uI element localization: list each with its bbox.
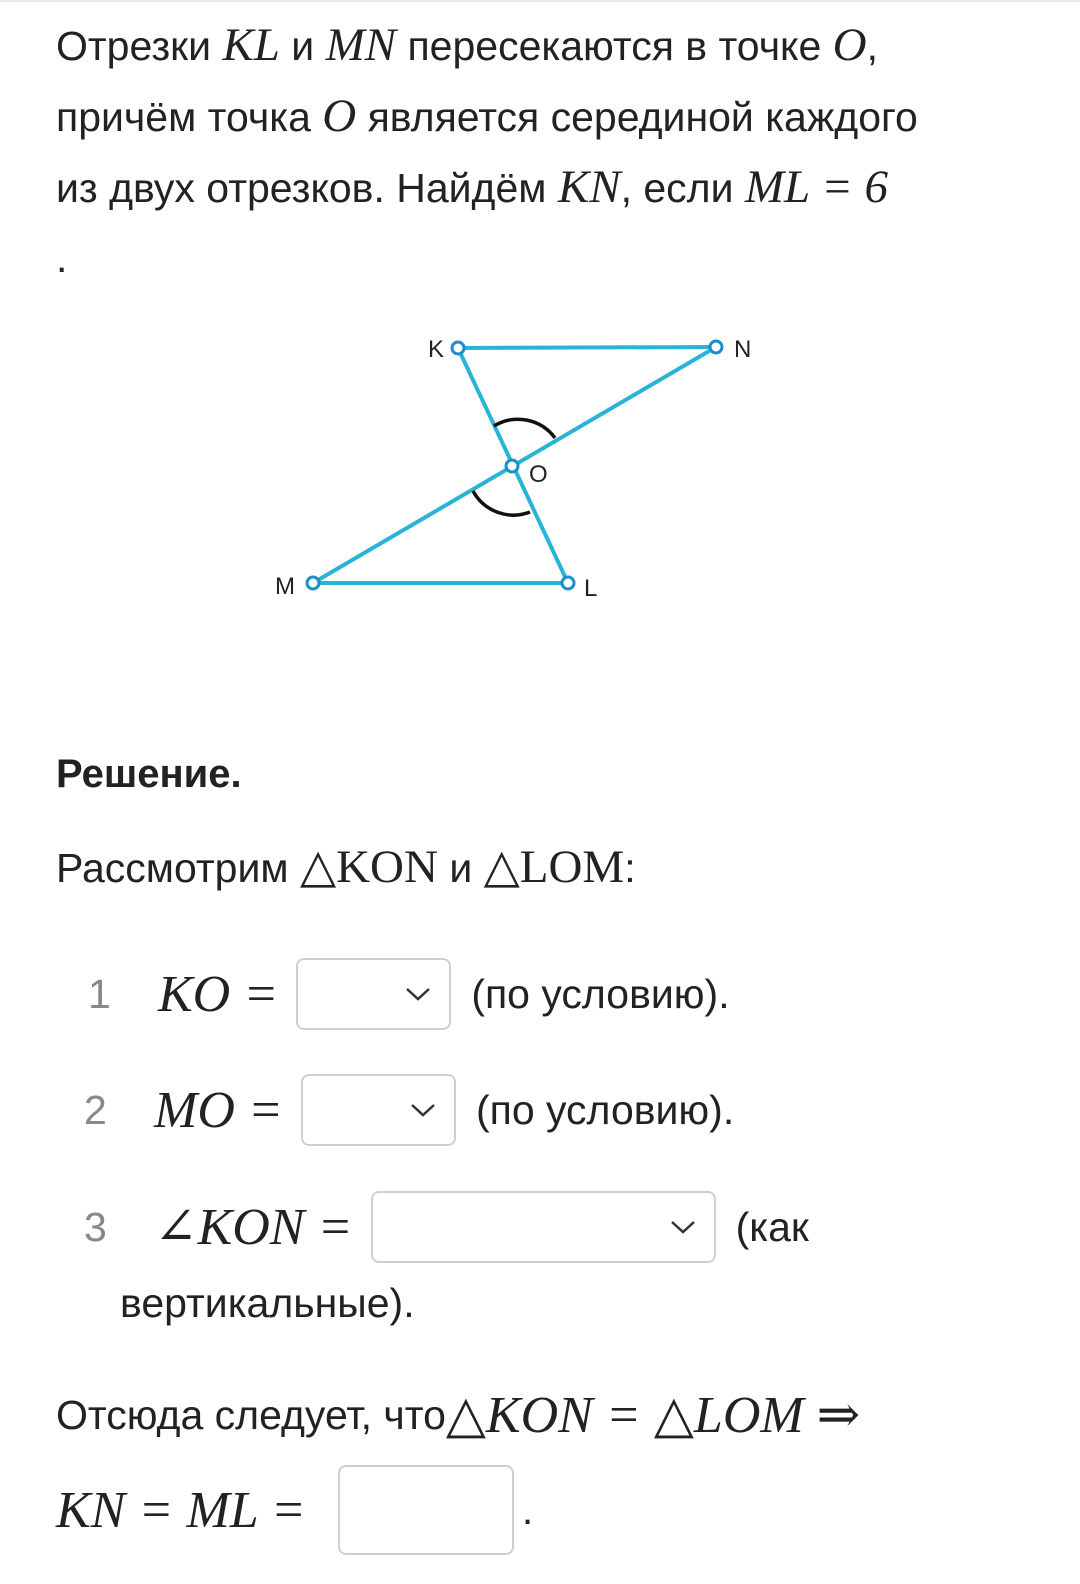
point-n: [710, 341, 722, 353]
label-l: L: [584, 575, 598, 602]
problem-statement: [56, 10, 1036, 293]
math-kl: KL: [222, 19, 280, 71]
text: :: [624, 845, 636, 891]
math-ml-6: ML = 6: [744, 161, 889, 213]
math-mn: MN: [325, 19, 397, 71]
step-3-dropdown[interactable]: [371, 1191, 716, 1263]
label-m: M: [275, 573, 295, 600]
text: и: [437, 845, 484, 891]
chevron-down-icon: [410, 1102, 436, 1118]
text: Отсюда следует, что: [56, 1391, 446, 1438]
step-3: [84, 1191, 809, 1263]
step-3-note-continued: вертикальные).: [120, 1280, 415, 1326]
step-note: (по условию).: [471, 970, 730, 1017]
chevron-down-icon: [670, 1219, 696, 1235]
label-k: K: [428, 336, 445, 363]
math-congruence: △KON = △LOM ⇒: [445, 1387, 861, 1444]
text: причём точка: [56, 94, 323, 140]
label-o: O: [529, 461, 548, 488]
step-1-dropdown[interactable]: [296, 958, 451, 1030]
step-2-dropdown[interactable]: [301, 1074, 456, 1146]
solution-heading: Решение.: [56, 752, 242, 796]
math-kn: KN: [557, 161, 621, 213]
step-number: 3: [84, 1203, 107, 1250]
text: , если: [620, 165, 745, 211]
step-1: [88, 958, 730, 1030]
math-triangle-lom: △LOM: [483, 841, 625, 893]
segment-kn: [458, 347, 716, 348]
point-l: [562, 577, 574, 589]
step-number: 1: [88, 970, 111, 1017]
text: Отрезки: [56, 23, 223, 69]
step-number: 2: [84, 1086, 107, 1133]
text: является серединой каждого: [356, 94, 918, 140]
angle-arc-lom: [473, 491, 530, 515]
math-o: O: [832, 19, 867, 71]
consider-line: [56, 832, 636, 903]
angle-arc-kon: [494, 419, 555, 438]
point-k: [452, 342, 464, 354]
problem-line-1: [56, 10, 1036, 81]
conclusion-line: [56, 1385, 878, 1445]
math-o: O: [322, 90, 357, 142]
text: пересекаются в точке: [396, 23, 833, 69]
math-triangle-kon: △KON: [299, 841, 438, 893]
text: .: [521, 1486, 534, 1533]
answer-input[interactable]: [338, 1465, 514, 1555]
problem-period: .: [56, 235, 68, 281]
text: Рассмотрим: [56, 845, 300, 891]
point-o: [506, 460, 518, 472]
top-divider: [0, 0, 1080, 2]
figure-svg: [0, 300, 1080, 630]
point-m: [307, 577, 319, 589]
step-expression: ∠KON =: [154, 1199, 353, 1256]
geometry-figure: [0, 300, 1080, 630]
step-2: [84, 1074, 734, 1146]
text: ,: [866, 23, 878, 69]
step-expression: MO =: [154, 1081, 283, 1139]
problem-line-3: [56, 152, 1036, 223]
text: и: [279, 23, 326, 69]
step-note: (по условию).: [475, 1086, 735, 1133]
problem-line-2: [56, 81, 1036, 152]
label-n: N: [734, 336, 752, 363]
final-answer-line: [56, 1465, 533, 1555]
math-kn-ml: KN = ML =: [56, 1481, 306, 1539]
chevron-down-icon: [405, 986, 431, 1002]
step-expression: KO =: [158, 965, 279, 1023]
step-note: (как: [735, 1203, 809, 1250]
text: из двух отрезков. Найдём: [56, 165, 558, 211]
